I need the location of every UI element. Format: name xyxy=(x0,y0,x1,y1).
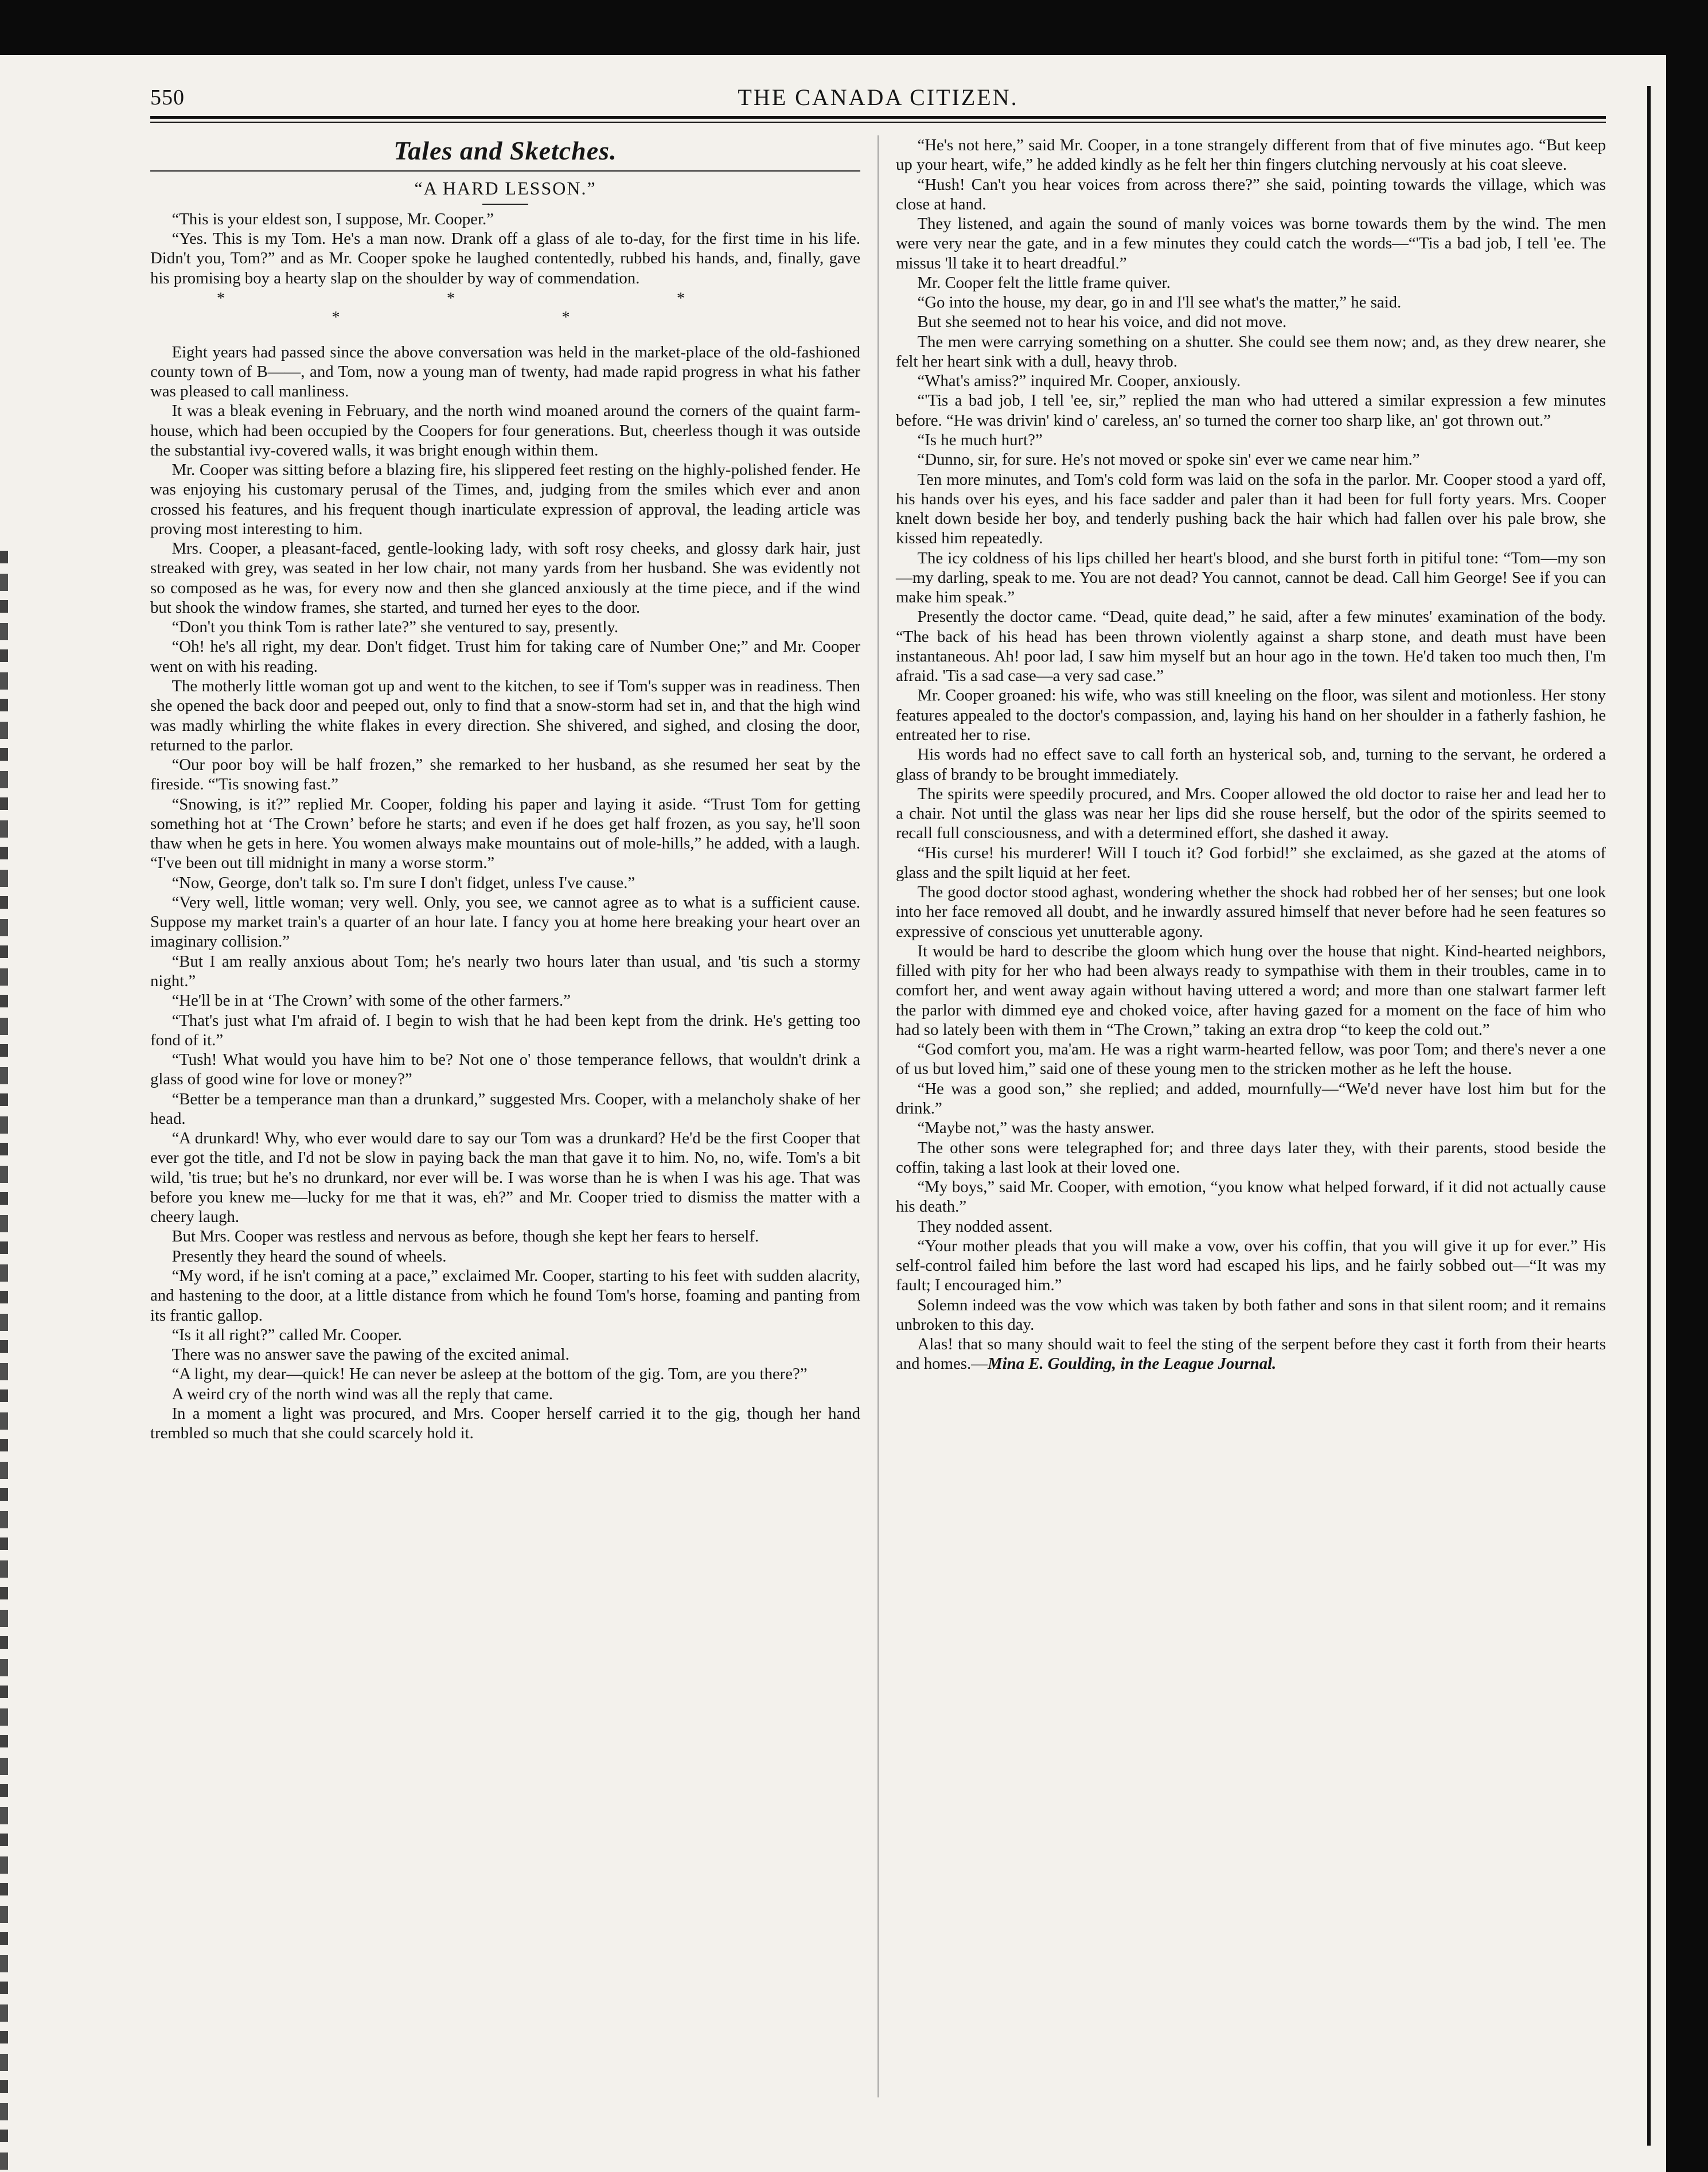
paragraph: Presently the doctor came. “Dead, quite dead,” he said, after a few minutes' examination of the body. “The back of his head has been thrown violently against a sharp stone, and death must have been instantaneous. Ah! poor lad, I saw him myself but an hour ago in the town. He'd taken too much then, I'm afraid. 'Tis a sad case—a very sad case.” xyxy=(896,608,1606,686)
right-paragraphs xyxy=(896,135,1606,1334)
paragraph: His words had no effect save to call forth an hysterical sob, and, turning to the servant, he ordered a glass of brandy to be brought immediately. xyxy=(896,745,1606,784)
paragraph: “Tush! What would you have him to be? Not one o' those temperance fellows, that wouldn't drink a glass of good wine for love or money?” xyxy=(150,1050,860,1089)
masthead-rule-thick xyxy=(150,116,1606,119)
paragraph: “Yes. This is my Tom. He's a man now. Drank off a glass of ale to-day, for the first time in his life. Didn't you, Tom?” and as Mr. Cooper spoke he laughed contentedly, rubbed his hands, and, finally, gave his promising boy a hearty slap on the shoulder by way of commendation. xyxy=(150,229,860,287)
paragraph: “But I am really anxious about Tom; he's nearly two hours later than usual, and 'tis such a stormy night.” xyxy=(150,952,860,990)
paragraph: “Better be a temperance man than a drunkard,” suggested Mrs. Cooper, with a melancholy shake of her head. xyxy=(150,1089,860,1128)
paragraph: Mr. Cooper was sitting before a blazing fire, his slippered feet resting on the highly-polished fender. He was enjoying his customary perusal of the Times, and, judging from the smiles which ever and anon crossed his features, and his frequent though inarticulate expression of approval, the leading article was proving most interesting to him. xyxy=(150,461,860,538)
paragraph: There was no answer save the pawing of the excited animal. xyxy=(171,1345,570,1364)
paragraph: “Very well, little woman; very well. Only, you see, we cannot agree as to what is a sufficient cause. Suppose my market train's a quarter of an hour late. I fancy you at home here breaking your heart over an imaginary collision.” xyxy=(150,893,860,951)
paragraph: The spirits were speedily procured, and Mrs. Cooper allowed the old doctor to raise her and lead her to a chair. Not until the glass was near her lips did she rouse herself, but the odor of the spirits seemed to recall full consciousness, and with a determined effort, she dashed it away. xyxy=(896,784,1606,843)
paragraph: “A drunkard! Why, who ever would dare to say our Tom was a drunkard? He'd be the first Cooper that ever got the title, and I'd not be slow in paying back the man that gave it to him. No, no, wife. Tom's a bit wild, 'tis true; but he's no drunkard, nor ever will be. I was worse than he is when I was his age. That was before you knew me—lucky for me that it was, eh?” and Mr. Cooper tried to dismiss the matter with a cheery laugh. xyxy=(150,1129,860,1227)
journal-title: THE CANADA CITIZEN. xyxy=(738,84,1019,110)
scan-top-border xyxy=(0,0,1708,55)
paragraph: “'Tis a bad job, I tell 'ee, sir,” replied the man who had uttered a similar expression a few minutes before. “He was drivin' kind o' careless, an' so turned the corner too sharp like, an' got thrown out.” xyxy=(896,391,1606,430)
paragraph: “Dunno, sir, for sure. He's not moved or spoke sin' ever we came near him.” xyxy=(917,450,1420,469)
paragraph: The good doctor stood aghast, wondering whether the shock had robbed her of her senses; but one look into her face removed all doubt, and he inwardly assured himself that never before had he seen features so expressive of conscious yet unutterable agony. xyxy=(896,883,1606,941)
article-signature-line xyxy=(896,1334,1606,1374)
paragraph: “Is he much hurt?” xyxy=(917,430,1043,449)
paragraph: “This is your eldest son, I suppose, Mr. Cooper.” xyxy=(171,209,494,228)
paragraph: Eight years had passed since the above conversation was held in the market-place of the old-fashioned county town of B——, and Tom, now a young man of twenty, had made rapid progress in what his father was pleased to call manliness. xyxy=(150,342,860,401)
paragraph: The men were carrying something on a shutter. She could see them now; and, as they drew nearer, she felt her heart sink with a dull, heavy throb. xyxy=(896,332,1606,371)
paragraph: “Our poor boy will be half frozen,” she remarked to her husband, as she resumed her seat by the fireside. “'Tis snowing fast.” xyxy=(150,756,860,794)
paragraph: The other sons were telegraphed for; and three days later they, with their parents, stood beside the coffin, taking a last look at their loved one. xyxy=(896,1138,1606,1177)
paragraph: They listened, and again the sound of manly voices was borne towards them by the wind. The men were very near the gate, and in a few minutes they could catch the words—“'Tis a bad job, I tell 'ee. The missus 'll take it to heart dreadful.” xyxy=(896,215,1606,273)
right-column xyxy=(896,135,1606,1374)
paragraph: “Snowing, is it?” replied Mr. Cooper, folding his paper and laying it aside. “Trust Tom for getting something hot at ‘The Crown’ before he starts; and even if he does get half frozen, as you say, he'll soon thaw when he gets in here. You women always make mountains out of mole-hills,” he added, with a laugh. “I've been out till midnight in many a worse storm.” xyxy=(150,795,860,873)
paragraph: It would be hard to describe the gloom which hung over the house that night. Kind-hearted neighbors, filled with pity for her who had been always ready to sympathise with them in their troubles, came in to comfort her, and went away again without having uttered a word; and more than one stalwart farmer left the parlor with dimmed eye and choked voice, after having gazed for a moment on the face of him who had so lately been with them in “The Crown,” taking an extra drop “to keep the cold out.” xyxy=(896,941,1606,1039)
story-title: “A HARD LESSON.” xyxy=(414,177,596,198)
paragraph: Mrs. Cooper, a pleasant-faced, gentle-looking lady, with soft rosy cheeks, and glossy dark hair, just streaked with grey, was seated in her low chair, not many yards from her husband. She was evidently not so composed as he was, for every now and then she glanced anxiously at the time piece, and if the wind but shook the window frames, she started, and turned her eyes to the door. xyxy=(150,539,860,617)
paragraph: “My word, if he isn't coming at a pace,” exclaimed Mr. Cooper, starting to his feet with sudden alacrity, and hastening to the door, at a little distance from which he found Tom's horse, foaming and panting from its frantic gallop. xyxy=(150,1266,860,1325)
title-rule xyxy=(482,204,528,205)
paragraph: “God comfort you, ma'am. He was a right warm-hearted fellow, was poor Tom; and there's never a one of us but loved him,” said one of these young men to the stricken mother as he left the house. xyxy=(896,1040,1606,1079)
left-column xyxy=(150,135,860,1443)
paragraph: “He'll be in at ‘The Crown’ with some of the other farmers.” xyxy=(171,991,571,1010)
paragraph: “Oh! he's all right, my dear. Don't fidget. Trust him for taking care of Number One;” and Mr. Cooper went on with his reading. xyxy=(150,637,860,676)
paragraph: The motherly little woman got up and went to the kitchen, to see if Tom's supper was in readiness. Then she opened the back door and peeped out, only to find that a snow-storm had set in, and that the high wind was madly whirling the white flakes in every direction. She shivered, and sighed, and closing the door, returned to the parlor. xyxy=(150,677,860,754)
section-break-asterisks: * * * * * xyxy=(217,289,794,327)
paragraph: A weird cry of the north wind was all the reply that came. xyxy=(171,1384,553,1403)
masthead-rule-thin xyxy=(150,122,1606,123)
paragraph: “That's just what I'm afraid of. I begin to wish that he had been kept from the drink. He's getting too fond of it.” xyxy=(150,1011,860,1049)
heading-rule xyxy=(150,170,860,172)
paragraph: “Your mother pleads that you will make a vow, over his coffin, that you will give it up for ever.” His self-control failed him before the last word had escaped his lips, and he fairly sobbed out—“It was my fault; I encouraged him.” xyxy=(896,1236,1606,1295)
paragraph: Ten more minutes, and Tom's cold form was laid on the sofa in the parlor. Mr. Cooper stood a yard off, his hands over his eyes, and his face sadder and paler than it had been for full forty years. Mrs. Cooper knelt down beside her boy, and tenderly pushing back the hair which had fallen over his pale brow, she kissed him repeatedly. xyxy=(896,470,1606,548)
paragraph: “He's not here,” said Mr. Cooper, in a tone strangely different from that of five minutes ago. “But keep up your heart, wife,” he added kindly as he felt her thin fingers clutching nervously at his coat sleeve. xyxy=(896,136,1606,174)
paragraph: “Is it all right?” called Mr. Cooper. xyxy=(171,1325,402,1344)
paragraph: “A light, my dear—quick! He can never be asleep at the bottom of the gig. Tom, are you there?” xyxy=(171,1365,808,1384)
paragraph: Presently they heard the sound of wheels. xyxy=(171,1247,447,1266)
paragraph: “Maybe not,” was the hasty answer. xyxy=(917,1119,1155,1138)
paragraph: The icy coldness of his lips chilled her heart's blood, and she burst forth in pitiful tone: “Tom—my son—my darling, speak to me. You are not dead? You cannot, cannot be dead. Call him George! See if you can make him speak.” xyxy=(896,548,1606,607)
paragraph: But she seemed not to hear his voice, and did not move. xyxy=(917,313,1287,332)
paragraph: Mr. Cooper groaned: his wife, who was still kneeling on the floor, was silent and motionless. Her stony features appealed to the doctor's compassion, and, laying his hand on her shoulder in a fatherly fashion, he entreated her to rise. xyxy=(896,686,1606,744)
masthead xyxy=(150,80,1606,115)
paragraph: “Go into the house, my dear, go in and I'll see what's the matter,” he said. xyxy=(917,293,1402,312)
paragraph: Solemn indeed was the vow which was taken by both father and sons in that silent room; and it remains unbroken to this day. xyxy=(896,1295,1606,1334)
paragraph: “My boys,” said Mr. Cooper, with emotion, “you know what helped forward, if it did not actually cause his death.” xyxy=(896,1178,1606,1216)
paragraph: “Hush! Can't you hear voices from across there?” she said, pointing towards the village, which was close at hand. xyxy=(896,175,1606,213)
left-paragraphs-opening xyxy=(150,209,860,288)
paragraph: It was a bleak evening in February, and the north wind moaned around the corners of the quaint farm-house, which had been occupied by the Coopers for four generations. But, cheerless though it was outside the substantial ivy-covered walls, it was bright enough within them. xyxy=(150,402,860,460)
paragraph: “Don't you think Tom is rather late?” she ventured to say, presently. xyxy=(171,618,619,637)
scan-right-rule xyxy=(1647,86,1651,2146)
scan-left-edge xyxy=(0,551,8,2172)
section-heading: Tales and Sketches. xyxy=(393,136,617,165)
paragraph: In a moment a light was procured, and Mrs. Cooper herself carried it to the gig, though her hand trembled so much that she could scarcely hold it. xyxy=(150,1404,860,1443)
paragraph: But Mrs. Cooper was restless and nervous as before, though she kept her fears to herself. xyxy=(171,1227,759,1246)
left-paragraphs xyxy=(150,342,860,1443)
paragraph: They nodded assent. xyxy=(917,1217,1053,1236)
paragraph: “His curse! his murderer! Will I touch it? God forbid!” she exclaimed, as she gazed at the atoms of glass and the spilt liquid at her feet. xyxy=(896,843,1606,882)
column-divider xyxy=(878,135,879,2097)
scan-right-border xyxy=(1666,0,1708,2172)
paragraph: “What's amiss?” inquired Mr. Cooper, anxiously. xyxy=(917,372,1241,391)
article-signature: Mina E. Goulding, in the League Journal. xyxy=(987,1354,1277,1373)
paragraph: “Now, George, don't talk so. I'm sure I don't fidget, unless I've cause.” xyxy=(171,873,635,892)
paragraph: “He was a good son,” she replied; and added, mournfully—“We'd never have lost him but for the drink.” xyxy=(896,1079,1606,1118)
page-number: 550 xyxy=(150,85,185,110)
newspaper-page xyxy=(150,80,1606,2146)
closing-text: Alas! that so many should wait to feel the sting of the serpent before they cast it forth from their hearts and homes.— xyxy=(896,1335,1606,1373)
paragraph: Mr. Cooper felt the little frame quiver. xyxy=(917,273,1171,292)
